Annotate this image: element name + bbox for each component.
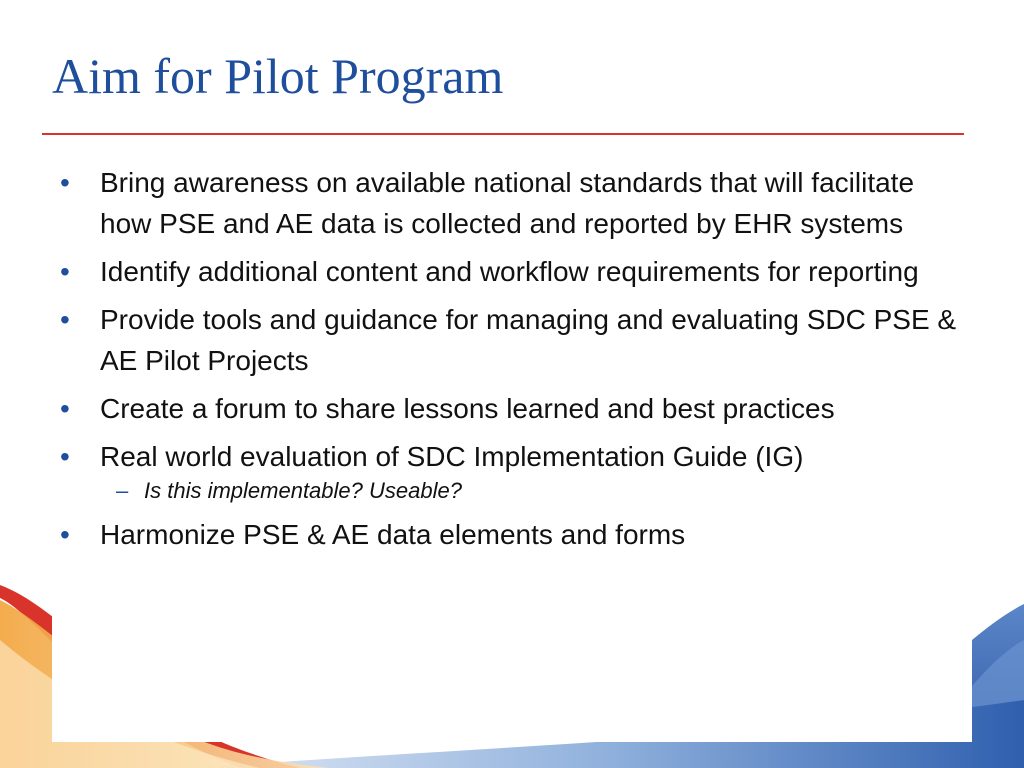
bullet-item	[58, 299, 968, 381]
bullet-item	[58, 251, 968, 292]
bullet-icon: •	[60, 304, 70, 335]
bullet-list	[58, 162, 968, 562]
title-divider	[42, 133, 964, 135]
bullet-icon: •	[60, 167, 70, 198]
bullet-item	[58, 514, 968, 555]
bullet-icon: •	[60, 256, 70, 287]
bullet-text: Real world evaluation of SDC Implementation Guide (IG)	[100, 441, 804, 472]
bullet-icon: •	[60, 393, 70, 424]
dash-icon: –	[116, 478, 129, 503]
bullet-text: Create a forum to share lessons learned and best practices	[100, 393, 835, 424]
sub-bullet-list	[100, 475, 968, 507]
bullet-text: Provide tools and guidance for managing and evaluating SDC PSE & AE Pilot Projects	[100, 304, 957, 376]
slide-title: Aim for Pilot Program	[52, 48, 504, 104]
bullet-item	[58, 436, 968, 507]
bullet-icon: •	[60, 519, 70, 550]
bullet-text: Identify additional content and workflow requirements for reporting	[100, 256, 919, 287]
bullet-item	[58, 388, 968, 429]
bullet-text: Harmonize PSE & AE data elements and forms	[100, 519, 686, 550]
sub-bullet-text: Is this implementable? Useable?	[144, 478, 462, 503]
bullet-icon: •	[60, 441, 70, 472]
sub-bullet-item	[100, 475, 968, 507]
bullet-item	[58, 162, 968, 244]
bullet-text: Bring awareness on available national standards that will facilitate how PSE and AE data is collected and reported by EHR systems	[100, 167, 915, 239]
